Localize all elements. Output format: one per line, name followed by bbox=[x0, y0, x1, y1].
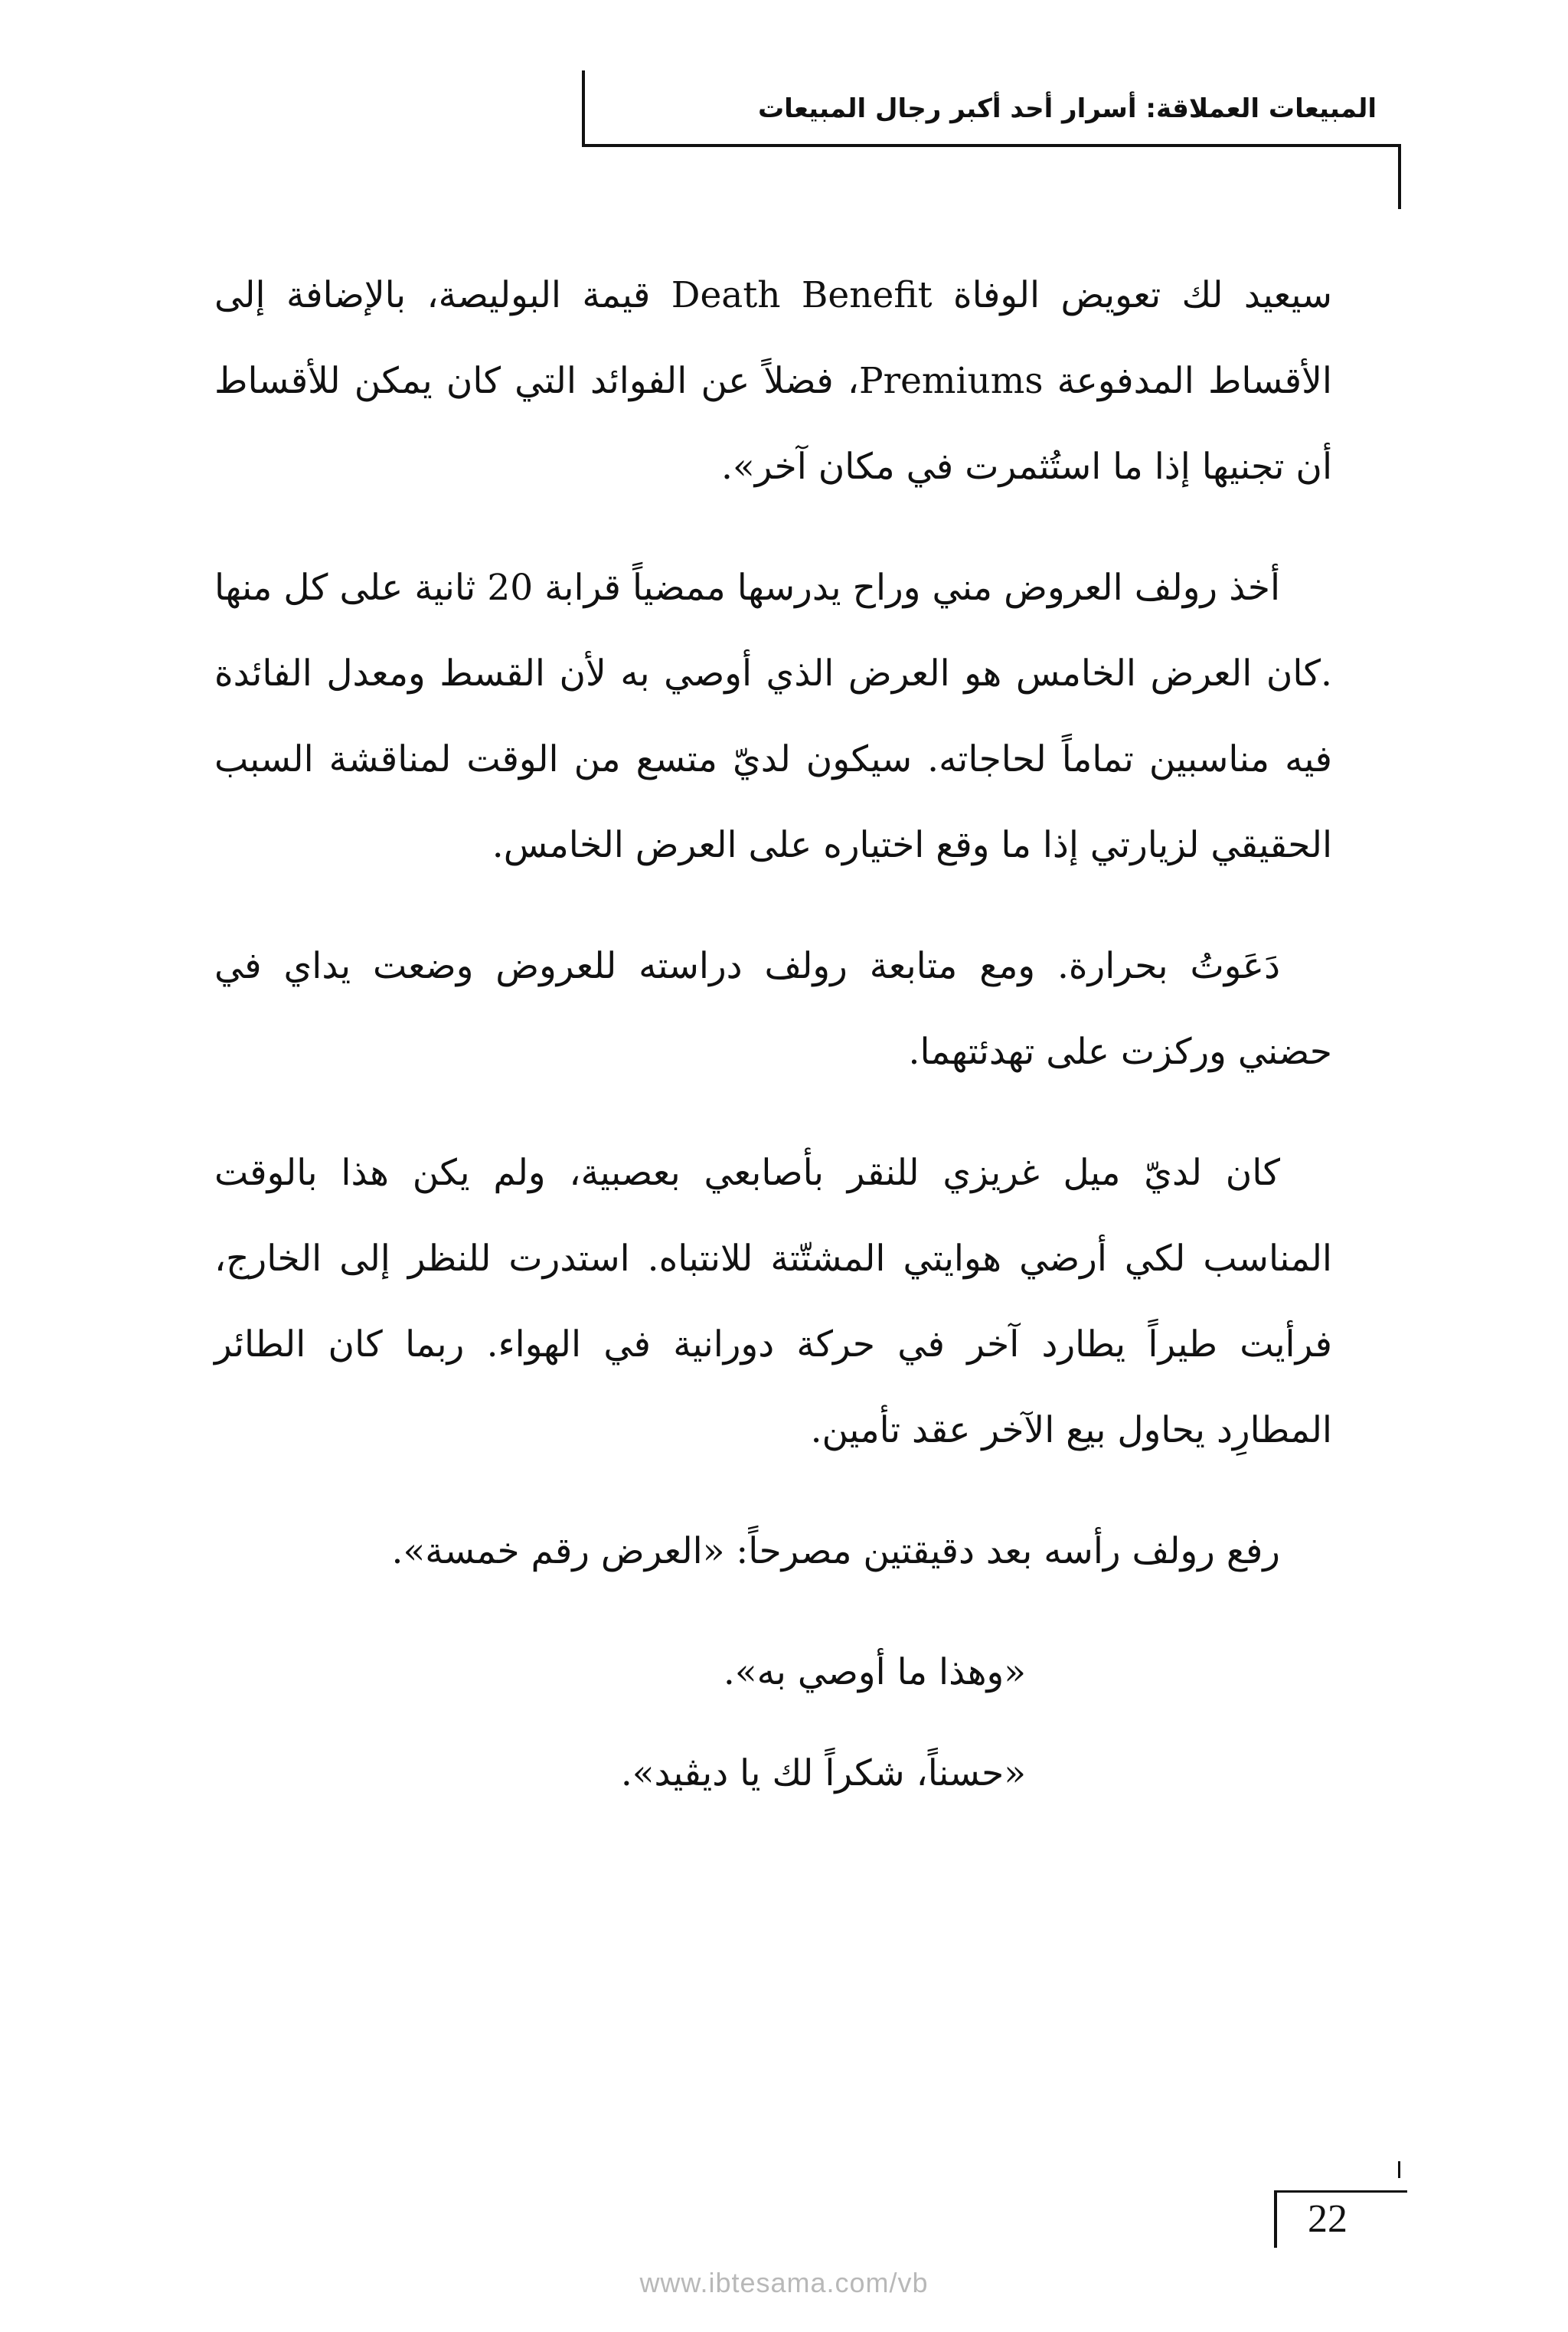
header-rule bbox=[1398, 144, 1401, 209]
paragraph: رفع رولف رأسه بعد دقيقتين مصرحاً: «العرض رقم خمسة». bbox=[391, 1530, 1280, 1572]
paragraph: كان لديّ ميل غريزي للنقر بأصابعي بعصبية، ولم يكن هذا بالوقت المناسب لكي أرضي هوايتي المشتّتة للانتباه. استدرت للنظر إلى الخارج، فرأيت طيراً يطارد آخر في حركة دورانية في الهواء. ربما كان الطائر المطارِد يحاول بيع الآخر عقد تأمين. bbox=[214, 1152, 1332, 1451]
paragraph: سيعيد لك تعويض الوفاة Death Benefit قيمة البوليصة، بالإضافة إلى الأقساط المدفوعة Premiums، فضلاً عن الفوائد التي كان يمكن للأقساط أن تجنيها إذا ما استُثمرت في مكان آخر». bbox=[214, 274, 1332, 488]
dialogue-line: «وهذا ما أوصي به». bbox=[723, 1651, 1026, 1693]
dialogue-line: «حسناً، شكراً لك يا ديڤيد». bbox=[620, 1752, 1026, 1794]
paragraph: دَعَوتُ بحرارة. ومع متابعة رولف دراسته للعروض وضعت يداي في حضني وركزت على تهدئتهما. bbox=[214, 945, 1332, 1073]
page-number: 22 bbox=[1308, 2197, 1348, 2241]
body-text bbox=[214, 253, 1332, 1832]
footer-rule bbox=[1398, 2161, 1400, 2178]
paragraph: أخذ رولف العروض مني وراح يدرسها ممضياً قرابة 20 ثانية على كل منها .كان العرض الخامس هو العرض الذي أوصي به لأن القسط ومعدل الفائدة فيه مناسبين تماماً لحاجاته. سيكون لديّ متسع من الوقت لمناقشة السبب الحقيقي لزيارتي إذا ما وقع اختياره على العرض الخامس. bbox=[214, 567, 1332, 866]
running-title: المبيعات العملاقة: أسرار أحد أكبر رجال المبيعات bbox=[758, 93, 1377, 124]
watermark-url: www.ibtesama.com/vb bbox=[639, 2267, 929, 2298]
header-rule bbox=[582, 70, 585, 147]
header-rule bbox=[582, 144, 1401, 147]
